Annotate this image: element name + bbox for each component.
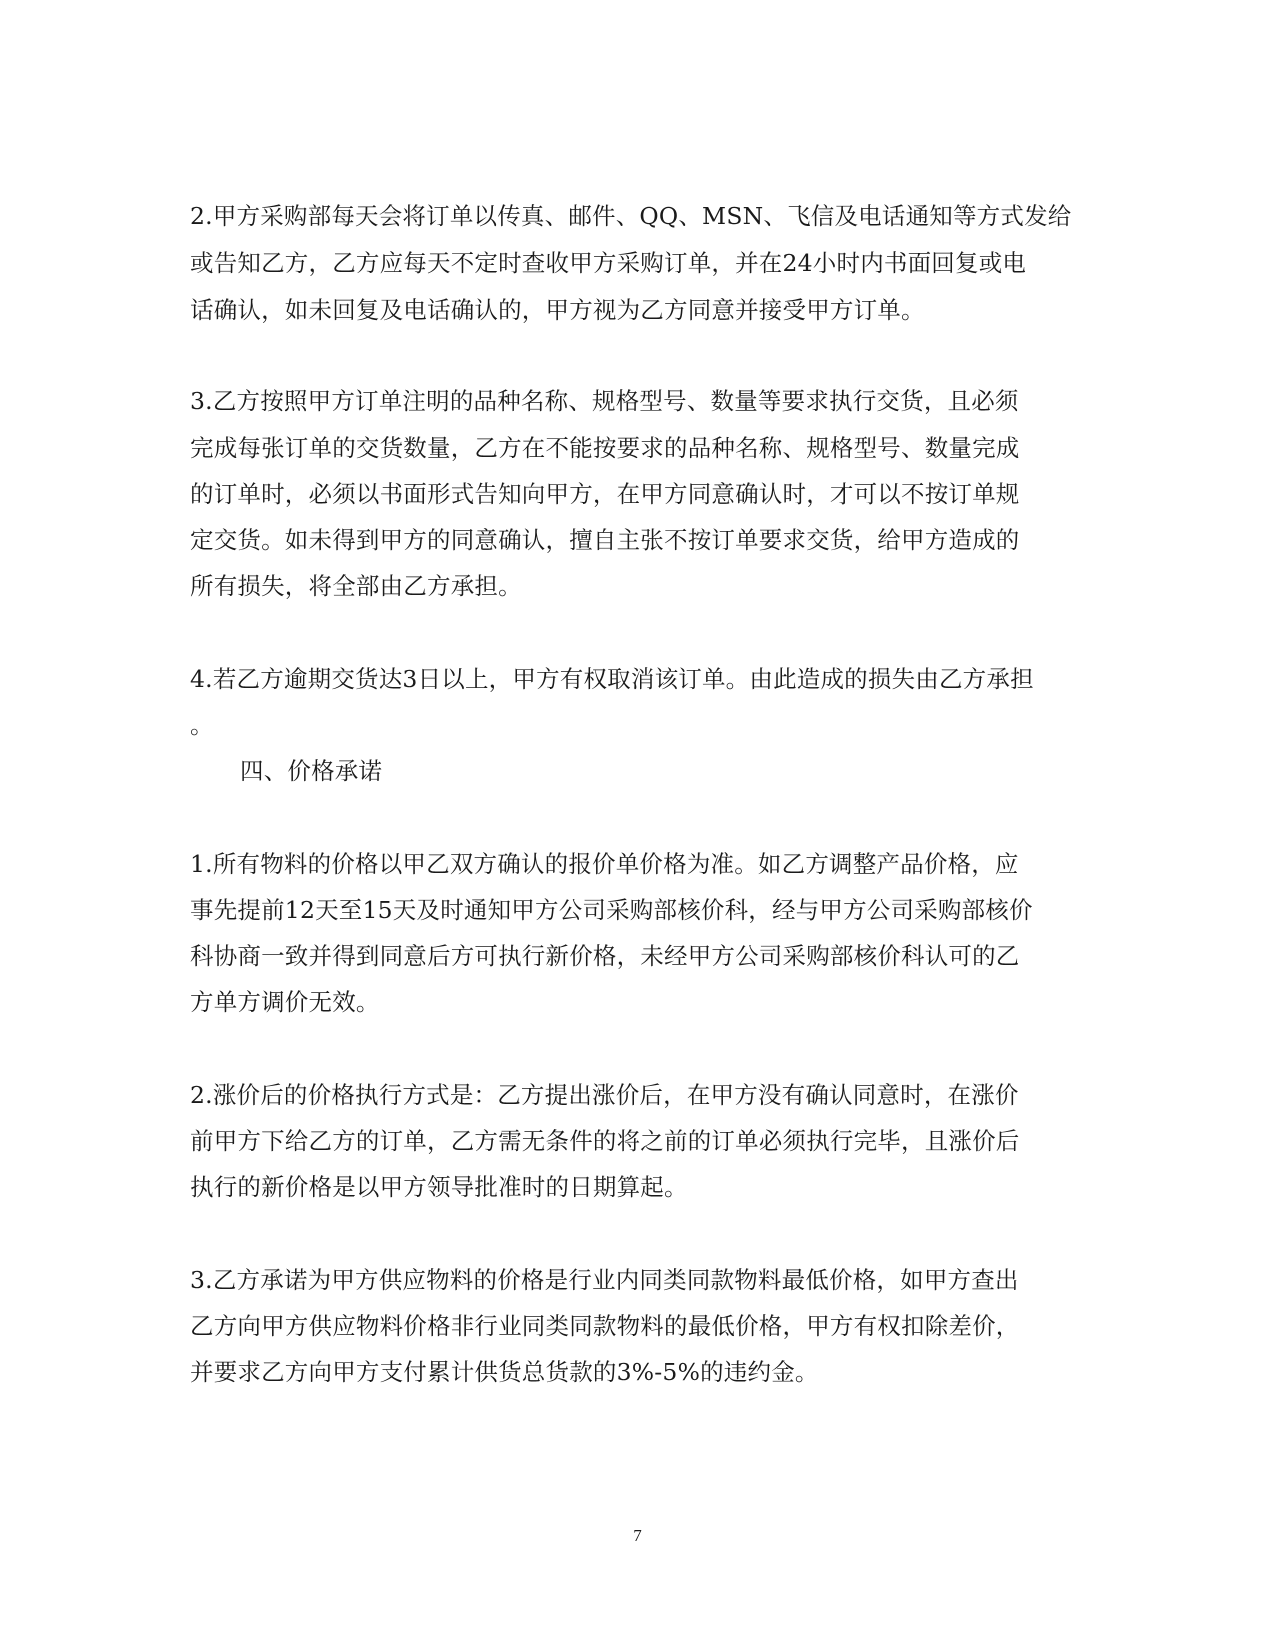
paragraph-line: 2.涨价后的价格执行方式是：乙方提出涨价后，在甲方没有确认同意时，在涨价: [190, 1081, 1019, 1109]
paragraph-line: 3.乙方按照甲方订单注明的品种名称、规格型号、数量等要求执行交货，且必须: [190, 387, 1019, 415]
paragraph-line: 。: [190, 711, 214, 739]
paragraph-line: 完成每张订单的交货数量，乙方在不能按要求的品种名称、规格型号、数量完成: [190, 434, 1020, 462]
paragraph-line: 并要求乙方向甲方支付累计供货总货款的3%-5%的违约金。: [190, 1358, 819, 1386]
paragraph-line: 4.若乙方逾期交货达3日以上，甲方有权取消该订单。由此造成的损失由乙方承担: [190, 665, 1034, 693]
paragraph-line: 的订单时，必须以书面形式告知向甲方，在甲方同意确认时，才可以不按订单规: [190, 480, 1020, 508]
paragraph-line: 方单方调价无效。: [190, 988, 380, 1016]
paragraph-line: 事先提前12天至15天及时通知甲方公司采购部核价科，经与甲方公司采购部核价: [190, 896, 1033, 924]
section-heading: 四、价格承诺: [240, 757, 383, 785]
paragraph-line: 定交货。如未得到甲方的同意确认，擅自主张不按订单要求交货，给甲方造成的: [190, 526, 1020, 554]
paragraph-line: 话确认，如未回复及电话确认的，甲方视为乙方同意并接受甲方订单。: [190, 296, 925, 324]
paragraph-line: 执行的新价格是以甲方领导批准时的日期算起。: [190, 1173, 688, 1201]
paragraph-line: 1.所有物料的价格以甲乙双方确认的报价单价格为准。如乙方调整产品价格，应: [190, 850, 1019, 878]
paragraph-line: 或告知乙方，乙方应每天不定时查收甲方采购订单，并在24小时内书面回复或电: [190, 249, 1027, 277]
paragraph-line: 前甲方下给乙方的订单，乙方需无条件的将之前的订单必须执行完毕，且涨价后: [190, 1127, 1020, 1155]
paragraph-line: 3.乙方承诺为甲方供应物料的价格是行业内同类同款物料最低价格，如甲方查出: [190, 1266, 1019, 1294]
paragraph-line: 乙方向甲方供应物料价格非行业同类同款物料的最低价格，甲方有权扣除差价，: [190, 1312, 1020, 1340]
paragraph-line: 科协商一致并得到同意后方可执行新价格，未经甲方公司采购部核价科认可的乙: [190, 942, 1020, 970]
paragraph-line: 所有损失，将全部由乙方承担。: [190, 572, 522, 600]
page-number: 7: [633, 1526, 642, 1545]
paragraph-line: 2.甲方采购部每天会将订单以传真、邮件、QQ、MSN、飞信及电话通知等方式发给: [190, 202, 1072, 230]
